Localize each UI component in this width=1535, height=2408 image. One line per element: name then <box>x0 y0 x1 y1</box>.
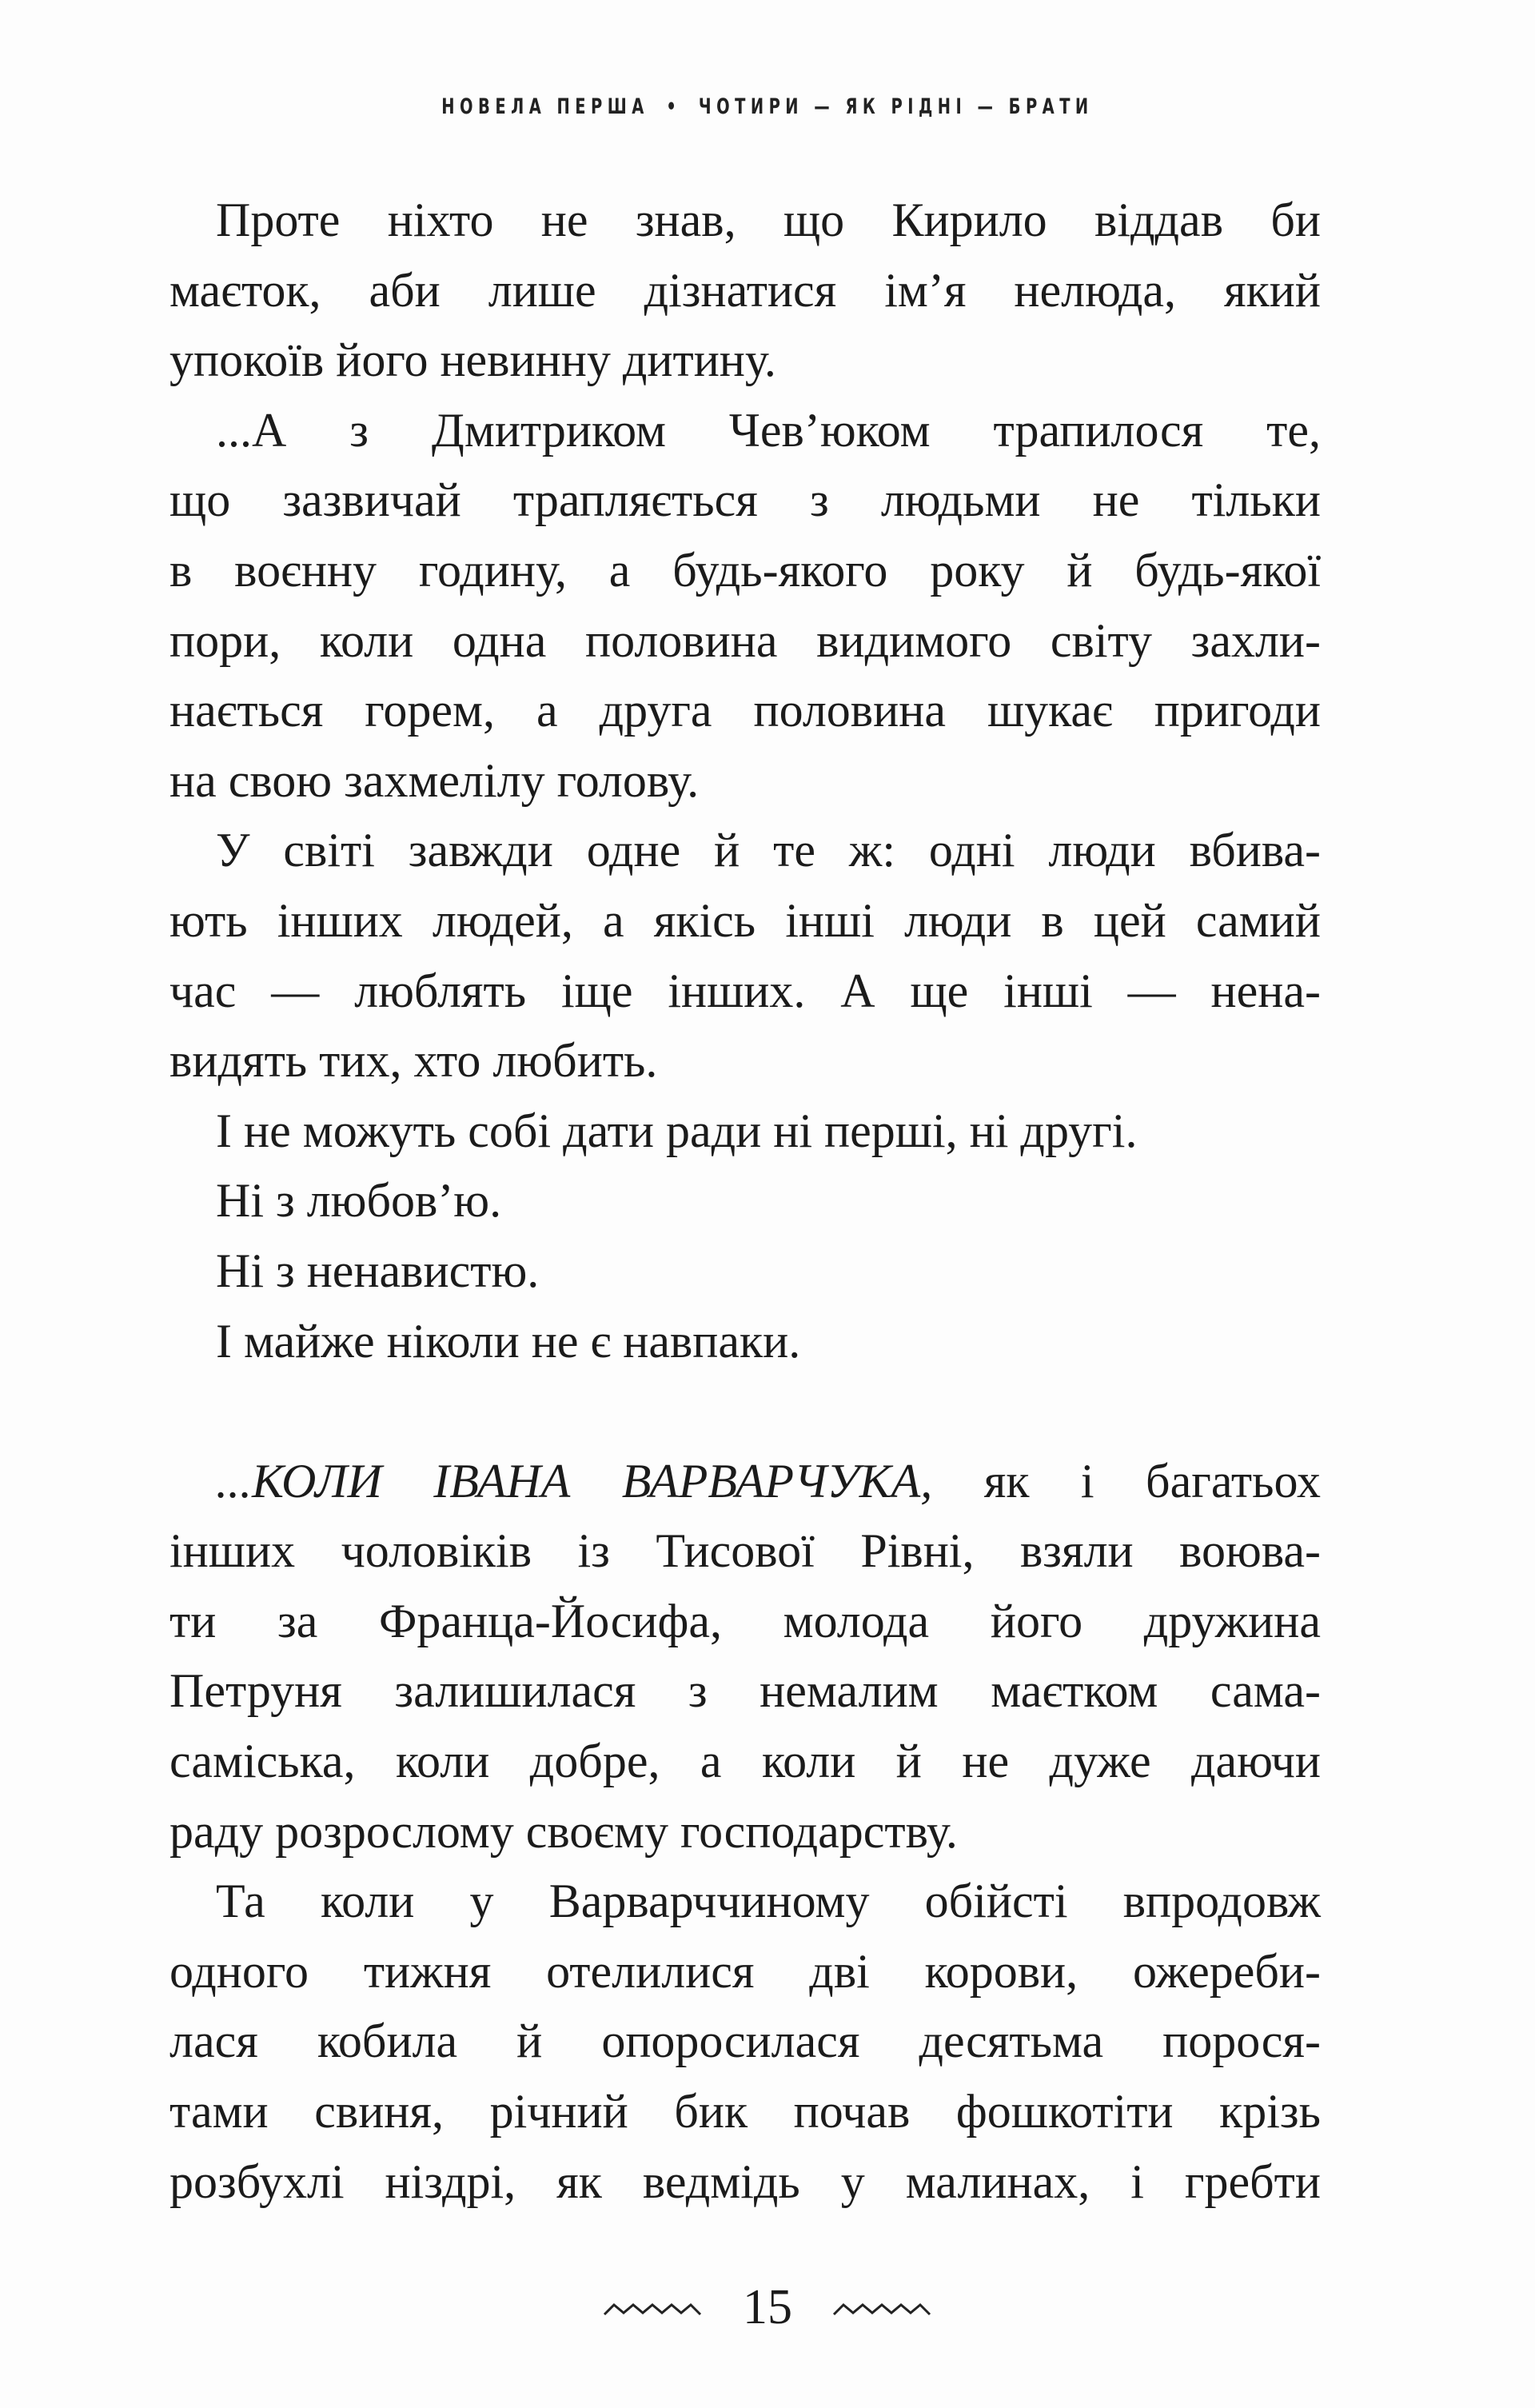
line-text: час — люблять іще інших. А ще інші — нена- <box>169 964 1321 1017</box>
italic-lead-in: ...КОЛИ ІВАНА ВАРВАРЧУКА, <box>216 1454 933 1507</box>
line-text: розбухлі ніздрі, як ведмідь у малинах, і гребти <box>169 2154 1321 2208</box>
line-text: Петруня залишилася з немалим маєтком сама- <box>169 1664 1321 1718</box>
right-wave-ornament-icon <box>832 2298 932 2318</box>
line-text: ють інших людей, а якісь інші люди в цей самий <box>169 893 1321 947</box>
text-line <box>169 1516 1321 1587</box>
line-text: упокоїв його невинну дитину. <box>169 333 776 387</box>
text-line <box>169 2077 1321 2147</box>
line-text: І майже ніколи не є навпаки. <box>216 1314 801 1368</box>
text-line <box>169 1587 1321 1657</box>
line-text: ти за Франца-Йосифа, молода його дружина <box>169 1594 1321 1647</box>
line-text: Проте ніхто не знав, що Кирило віддав би <box>216 194 1321 246</box>
text-line <box>169 1656 1321 1727</box>
header-separator: • <box>666 94 682 119</box>
header-chapter-title: ЧОТИРИ — ЯК РІДНІ — БРАТИ <box>698 94 1094 119</box>
left-wave-ornament-icon <box>603 2298 703 2318</box>
line-text: що зазвичай трапляється з людьми не тільки <box>169 473 1321 527</box>
text-line <box>169 606 1321 677</box>
text-line <box>169 1307 1321 1377</box>
header-novella-title: НОВЕЛА ПЕРША <box>441 94 649 119</box>
line-text: У світі завжди одне й те ж: одні люди вбива- <box>216 824 1321 877</box>
line-text: інших чоловіків із Тисової Рівні, взяли воюва- <box>169 1524 1321 1578</box>
page-number: 15 <box>743 2280 792 2334</box>
text-line <box>169 2147 1321 2218</box>
text-line <box>169 746 1321 817</box>
text-line <box>169 2007 1321 2077</box>
line-text: Та коли у Варварччиному обійсті впродовж <box>216 1875 1321 1928</box>
line-text: на свою захмелілу голову. <box>169 753 700 807</box>
line-text: раду розрослому своєму господарству. <box>169 1804 958 1858</box>
text-line <box>169 1797 1321 1867</box>
line-text: одного тижня отелилися дві корови, ожереби- <box>169 1944 1321 1998</box>
text-line <box>169 816 1321 886</box>
text-line <box>169 956 1321 1027</box>
text-line <box>169 1937 1321 2007</box>
line-text: як і багатьох <box>932 1454 1321 1507</box>
text-line <box>169 396 1321 466</box>
line-text: в воєнну годину, а будь-якого року й будь-якої <box>169 543 1321 597</box>
running-header <box>215 94 1320 119</box>
text-line <box>169 1236 1321 1307</box>
blank-line <box>169 1376 1321 1447</box>
text-line <box>169 186 1321 256</box>
text-line <box>169 676 1321 746</box>
text-line <box>169 325 1321 396</box>
line-text: Ні з ненавистю. <box>216 1244 540 1297</box>
text-line <box>169 1026 1321 1096</box>
text-line <box>169 1727 1321 1797</box>
text-line <box>169 1447 1321 1517</box>
text-line <box>169 256 1321 326</box>
page-body-text <box>169 186 1321 2217</box>
line-text: видять тих, хто любить. <box>169 1034 658 1088</box>
line-text: Ні з любов’ю. <box>216 1174 502 1228</box>
text-line <box>169 536 1321 606</box>
text-line <box>169 1867 1321 1937</box>
line-text: нається горем, а друга половина шукає пригоди <box>169 684 1321 737</box>
line-text: маєток, аби лише дізнатися ім’я нелюда, який <box>169 263 1321 317</box>
text-line <box>169 1166 1321 1236</box>
line-text: І не можуть собі дати ради ні перші, ні другі. <box>216 1104 1138 1157</box>
text-line <box>169 886 1321 956</box>
text-line <box>169 465 1321 536</box>
page-footer <box>0 2279 1535 2336</box>
line-text: тами свиня, річний бик почав фошкотіти крізь <box>169 2085 1321 2138</box>
line-text: лася кобила й опоросилася десятьма порося- <box>169 2015 1321 2068</box>
text-line <box>169 1096 1321 1167</box>
line-text: саміська, коли добре, а коли й не дуже даючи <box>169 1735 1321 1788</box>
line-text: ...А з Дмитриком Чев’юком трапилося те, <box>216 403 1321 457</box>
line-text: пори, коли одна половина видимого світу захли- <box>169 613 1321 667</box>
